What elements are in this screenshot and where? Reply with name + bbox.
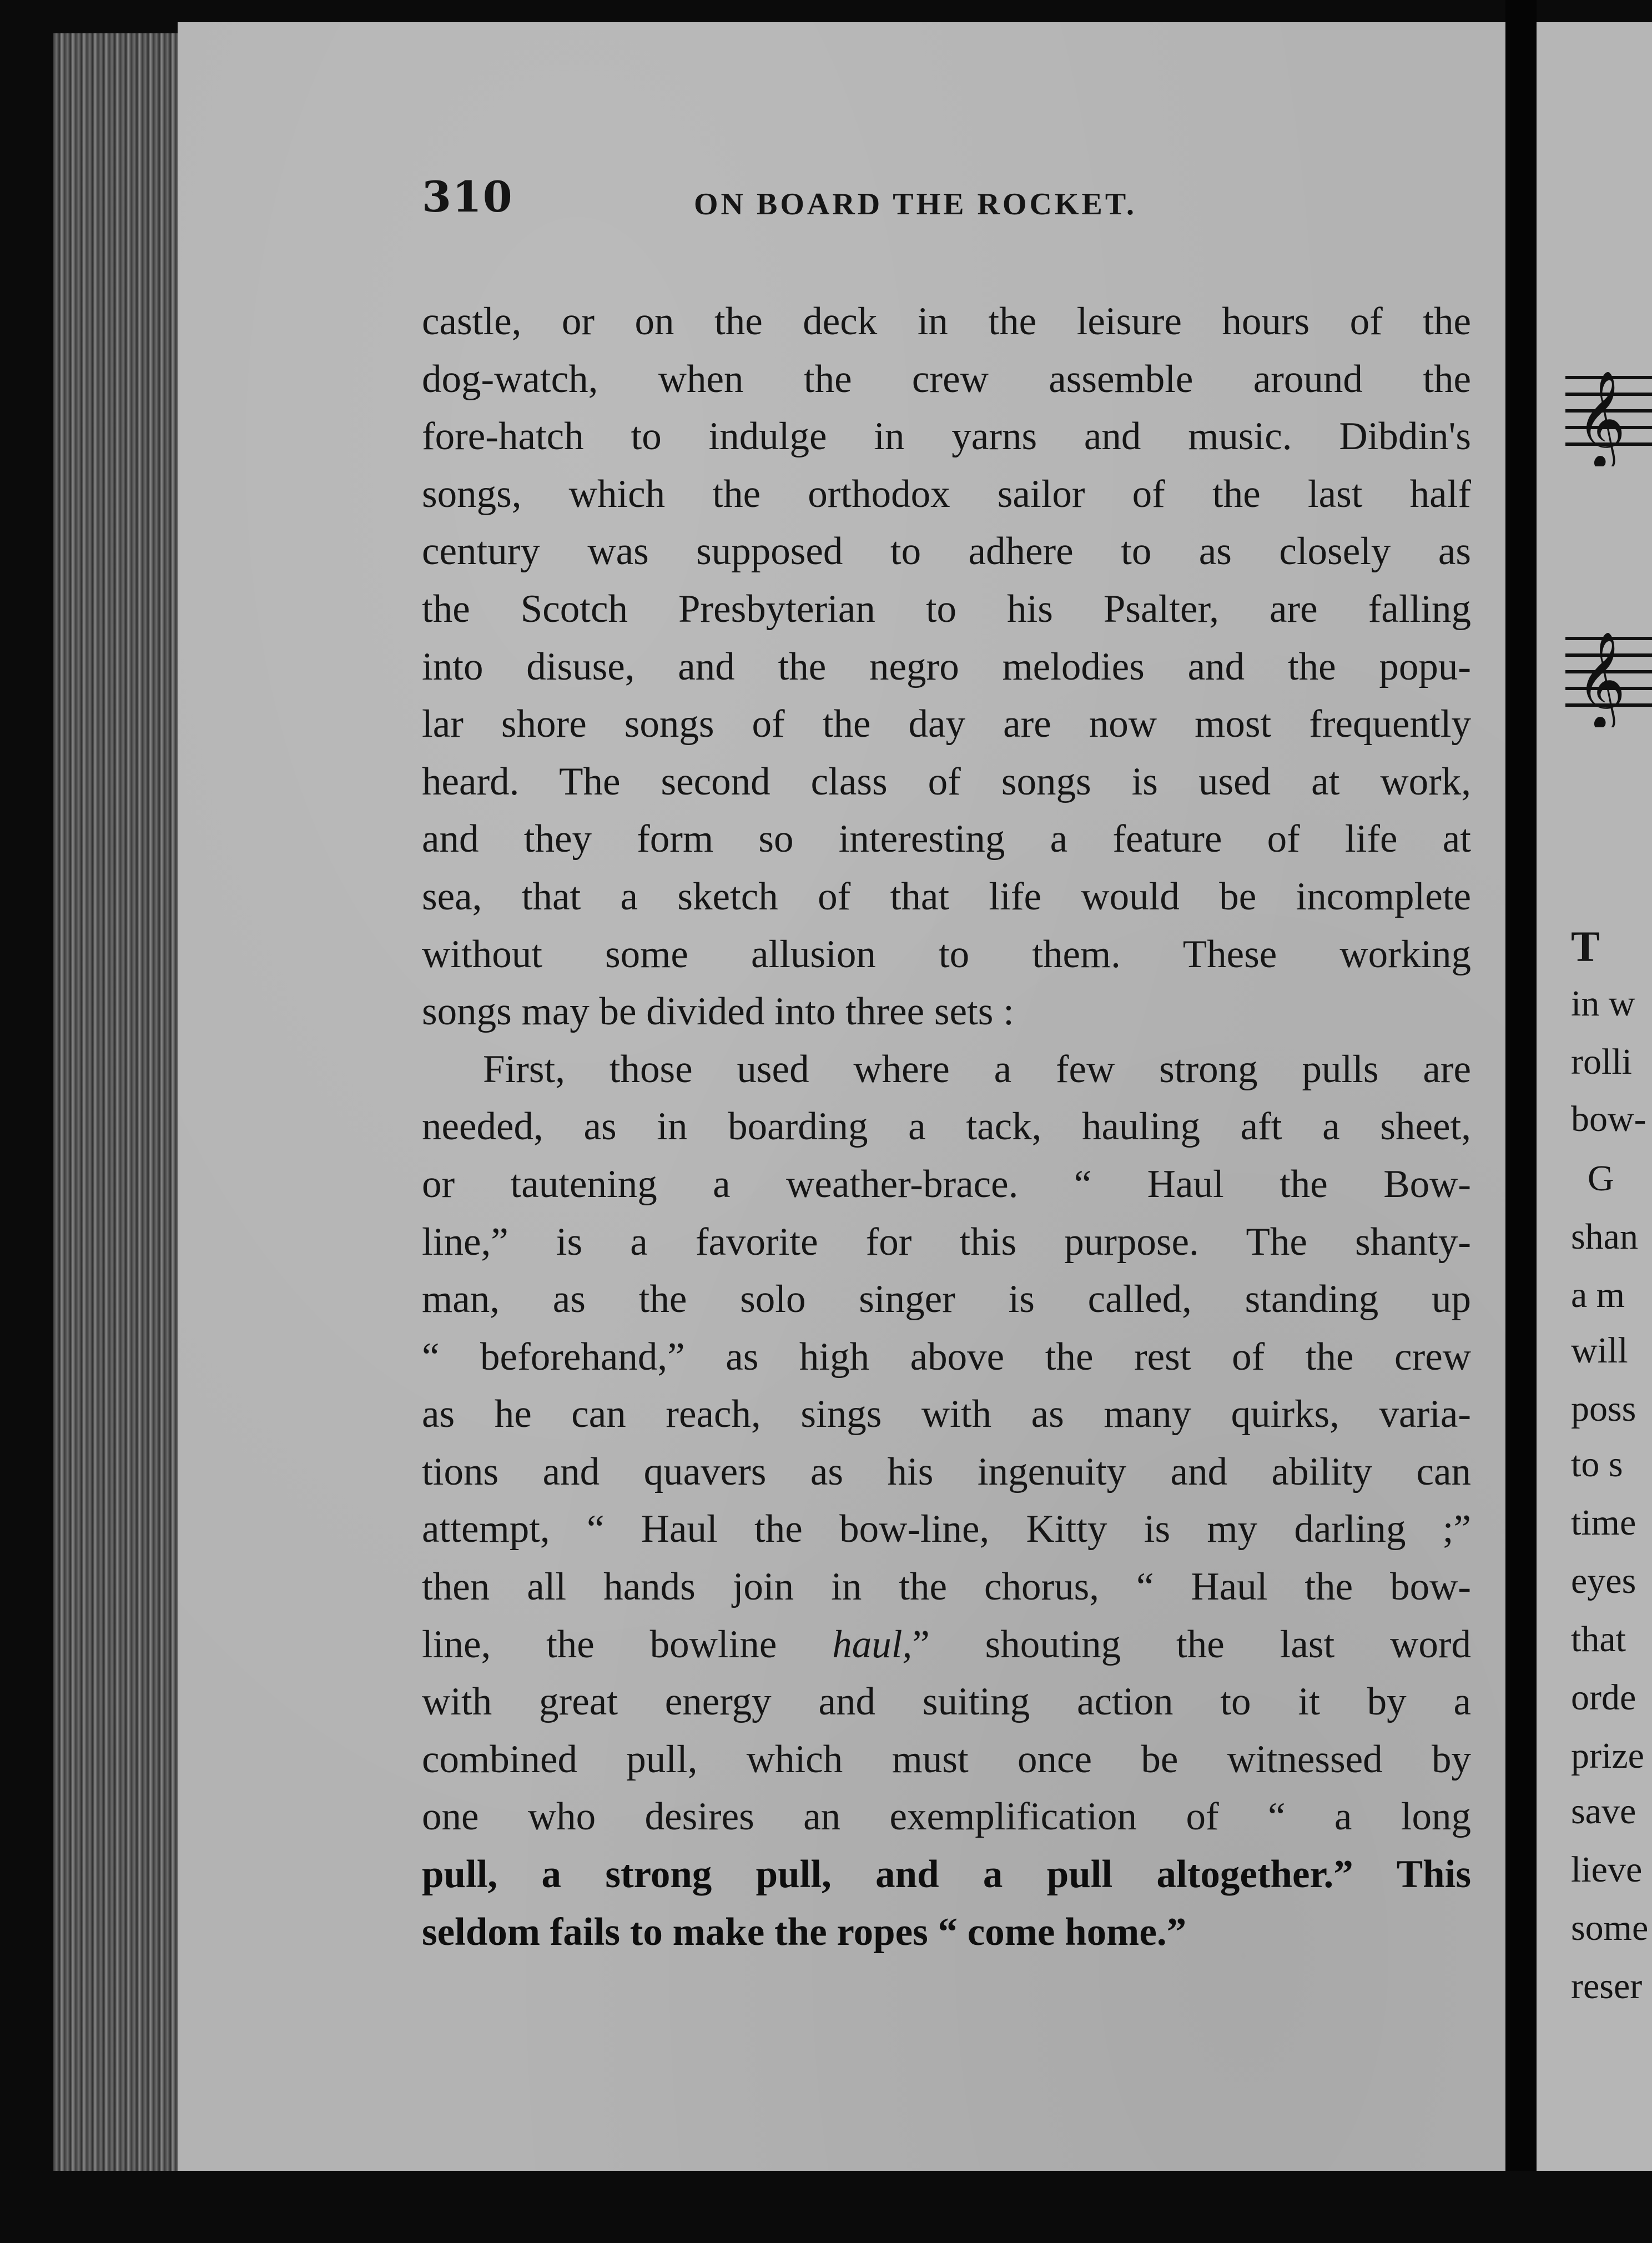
text-line: with great energy and suiting action to it by a (422, 1680, 1471, 1724)
text-line: combined pull, which must once be witnessed by (422, 1737, 1471, 1781)
text-line: one who desires an exemplification of “ a long (422, 1795, 1471, 1839)
text-line: tions and quavers as his ingenuity and ability can (422, 1450, 1471, 1493)
text-line: heard. The second class of songs is used at work, (422, 760, 1471, 803)
text-line: as he can reach, sings with as many quirks, varia- (422, 1392, 1471, 1436)
text-line-mixed (422, 1616, 1471, 1674)
text-line: the Scotch Presbyterian to his Psalter, are falling (422, 587, 1471, 631)
text-segment: line, the bowline (422, 1622, 833, 1666)
scan-border-bottom (0, 2171, 1652, 2243)
facing-fragment: that (1571, 1619, 1626, 1659)
text-line: songs may be divided into three sets : (422, 990, 1014, 1034)
facing-fragment: eyes (1571, 1561, 1636, 1601)
running-title: ON BOARD THE ROCKET. (694, 187, 1137, 222)
text-line: sea, that a sketch of that life would be incomplete (422, 874, 1471, 918)
text-line: needed, as in boarding a tack, hauling aft a sheet, (422, 1105, 1471, 1149)
facing-fragment: rolli (1571, 1042, 1632, 1082)
text-line: or tautening a weather-brace. “ Haul the Bow- (422, 1162, 1471, 1206)
book-fore-edge (53, 33, 181, 2176)
facing-fragment: orde (1571, 1677, 1636, 1718)
svg-text:𝄞: 𝄞 (1577, 370, 1626, 466)
text-line: century was supposed to adhere to as closely as (422, 530, 1471, 574)
body-text (422, 293, 1471, 1961)
text-line: lar shore songs of the day are now most frequently (422, 702, 1471, 746)
facing-fragment: lieve (1571, 1849, 1643, 1890)
facing-fragment: some (1571, 1908, 1649, 1948)
text-line: dog-watch, when the crew assemble around the (422, 357, 1471, 401)
facing-fragment: time (1571, 1502, 1636, 1543)
facing-fragment: in w (1571, 983, 1635, 1024)
scan-border-top (0, 0, 1652, 22)
page-number: 310 (422, 172, 513, 222)
text-line: “ beforehand,” as high above the rest of the crew (422, 1335, 1471, 1379)
facing-fragment: save (1571, 1791, 1636, 1832)
facing-fragment: a m (1571, 1275, 1625, 1315)
text-line: songs, which the orthodox sailor of the last half (422, 472, 1471, 516)
text-line: and they form so interesting a feature of life at (422, 817, 1471, 861)
text-line: attempt, “ Haul the bow-line, Kitty is my darling ;” (422, 1507, 1471, 1551)
text-line: without some allusion to them. These working (422, 932, 1471, 976)
text-segment: ” shouting the last word (912, 1622, 1471, 1666)
italic-word: haul, (832, 1622, 913, 1666)
text-line: fore-hatch to indulge in yarns and music. Dibdin's (422, 415, 1471, 459)
text-line: pull, a strong pull, and a pull altogether.” This (422, 1853, 1471, 1897)
facing-fragment: poss (1571, 1389, 1636, 1429)
facing-fragment: bow- (1571, 1099, 1646, 1139)
music-staff-icon (1565, 355, 1652, 466)
facing-fragment: T (1571, 922, 1600, 970)
text-line: seldom fails to make the ropes “ come home.” (422, 1910, 1187, 1954)
text-line: castle, or on the deck in the leisure hours of the (422, 300, 1471, 343)
facing-fragment: will (1571, 1330, 1628, 1371)
facing-fragment: reser (1571, 1966, 1643, 2006)
svg-text:𝄞: 𝄞 (1577, 631, 1626, 727)
facing-fragment: shan (1571, 1216, 1638, 1257)
facing-fragment: G (1588, 1158, 1614, 1199)
music-staff-icon (1565, 616, 1652, 727)
facing-fragment: prize (1571, 1736, 1644, 1776)
text-line: line,” is a favorite for this purpose. The shanty- (422, 1220, 1471, 1264)
facing-fragment: to s (1571, 1444, 1623, 1485)
text-line: First, those used where a few strong pulls are (483, 1047, 1471, 1091)
book-gutter (1505, 0, 1537, 2243)
text-line: man, as the solo singer is called, standing up (422, 1278, 1471, 1321)
text-line: into disuse, and the negro melodies and the popu- (422, 645, 1471, 688)
text-line: then all hands join in the chorus, “ Haul the bow- (422, 1565, 1471, 1609)
